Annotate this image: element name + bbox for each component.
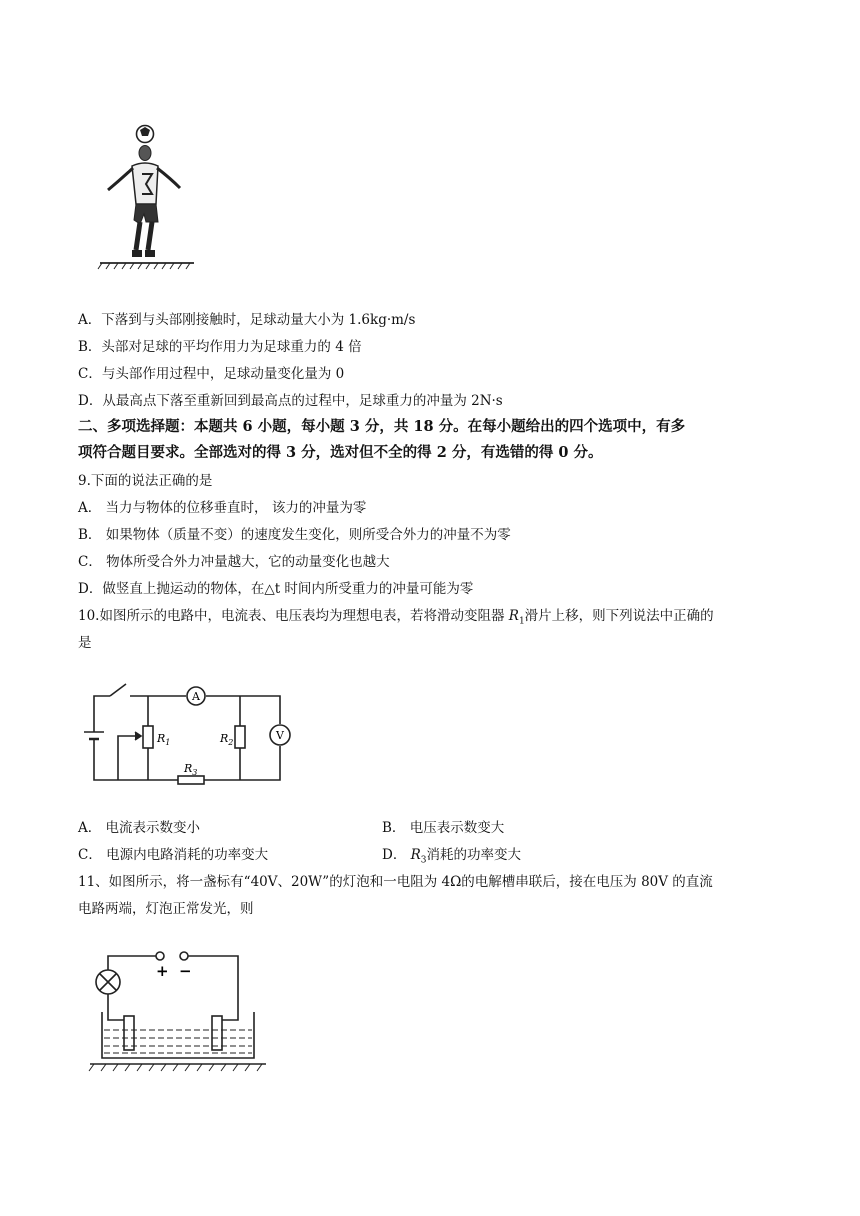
q10-option-d: D． $R_3$消耗的功率变大	[382, 847, 522, 866]
player-left-arm	[108, 168, 133, 190]
q11-stem-line1: 11、如图所示，将一盏标有“40V、20W”的灯泡和一电阻为 4Ω的电解槽串联后，接在电压为 80V 的直流	[78, 874, 713, 890]
q11-electrode-right	[212, 1016, 222, 1050]
q10-option-b: B． 电压表示数变大	[382, 820, 505, 836]
q11-wire	[108, 956, 238, 1020]
player-legs	[136, 222, 152, 250]
q10-r2-label: $R_2$	[220, 732, 234, 747]
q9-option-b: B． 如果物体（质量不变）的速度发生变化，则所受合外力的冲量不为零	[78, 527, 511, 543]
q9-option-d: D．做竖直上抛运动的物体，在△t 时间内所受重力的冲量可能为零	[78, 581, 474, 597]
q10-voltmeter-label: V	[276, 729, 284, 742]
q11-minus-label: −	[179, 962, 192, 980]
q10-r1-label: $R_1$	[157, 732, 171, 747]
section2-heading-line1: 二、多项选择题：本题共 6 小题，每小题 3 分，共 18 分。在每小题给出的四个选项中，有多	[78, 418, 686, 435]
player-right-arm	[157, 168, 180, 188]
q8-option-d: D．从最高点下落至重新回到最高点的过程中，足球重力的冲量为 2N·s	[78, 393, 503, 409]
q9-option-a: A． 当力与物体的位移垂直时， 该力的冲量为零	[78, 500, 367, 516]
q10-switch	[110, 684, 126, 696]
q9-option-c: C． 物体所受合外力冲量越大，它的动量变化也越大	[78, 554, 390, 570]
q10-wire-top	[94, 696, 110, 726]
q11-minus-terminal	[180, 952, 188, 960]
q10-stem-line2: 是	[78, 635, 92, 651]
q8-option-c: C．与头部作用过程中，足球动量变化量为 0	[78, 366, 345, 382]
q9-stem: 9.下面的说法正确的是	[78, 473, 213, 489]
q8-option-b: B．头部对足球的平均作用力为足球重力的 4 倍	[78, 339, 362, 355]
q10-slider	[118, 736, 140, 780]
q11-electrolysis-diagram	[86, 946, 272, 1076]
soccer-header-figure	[96, 122, 198, 272]
q11-plus-terminal	[156, 952, 164, 960]
q11-stem-line2: 电路两端，灯泡正常发光，则	[78, 901, 254, 917]
player-torso	[132, 163, 158, 204]
q10-r3-label: $R_3$	[184, 762, 198, 777]
q10-option-c: C． 电源内电路消耗的功率变大	[78, 847, 269, 863]
section2-heading-line2: 项符合题目要求。全部选对的得 3 分，选对但不全的得 2 分，有选错的得 0 分。	[78, 444, 603, 461]
q10-stem: 10.如图所示的电路中，电流表、电压表均为理想电表，若将滑动变阻器 $R_1$滑片上移，则下列说法中正确的	[78, 608, 714, 627]
q11-plus-label: +	[156, 962, 169, 980]
q11-electrode-left	[124, 1016, 134, 1050]
q8-option-a: A．下落到与头部刚接触时，足球动量大小为 1.6kg·m/s	[78, 312, 416, 328]
q10-resistor-r1	[143, 726, 153, 748]
player-head	[139, 146, 151, 161]
q10-ammeter-label: A	[192, 690, 200, 703]
q10-resistor-r2	[235, 726, 245, 748]
player-shorts	[134, 204, 158, 224]
q10-resistor-r3	[178, 776, 204, 784]
q10-circuit-diagram	[82, 676, 296, 800]
q10-option-a: A． 电流表示数变小	[78, 820, 201, 836]
